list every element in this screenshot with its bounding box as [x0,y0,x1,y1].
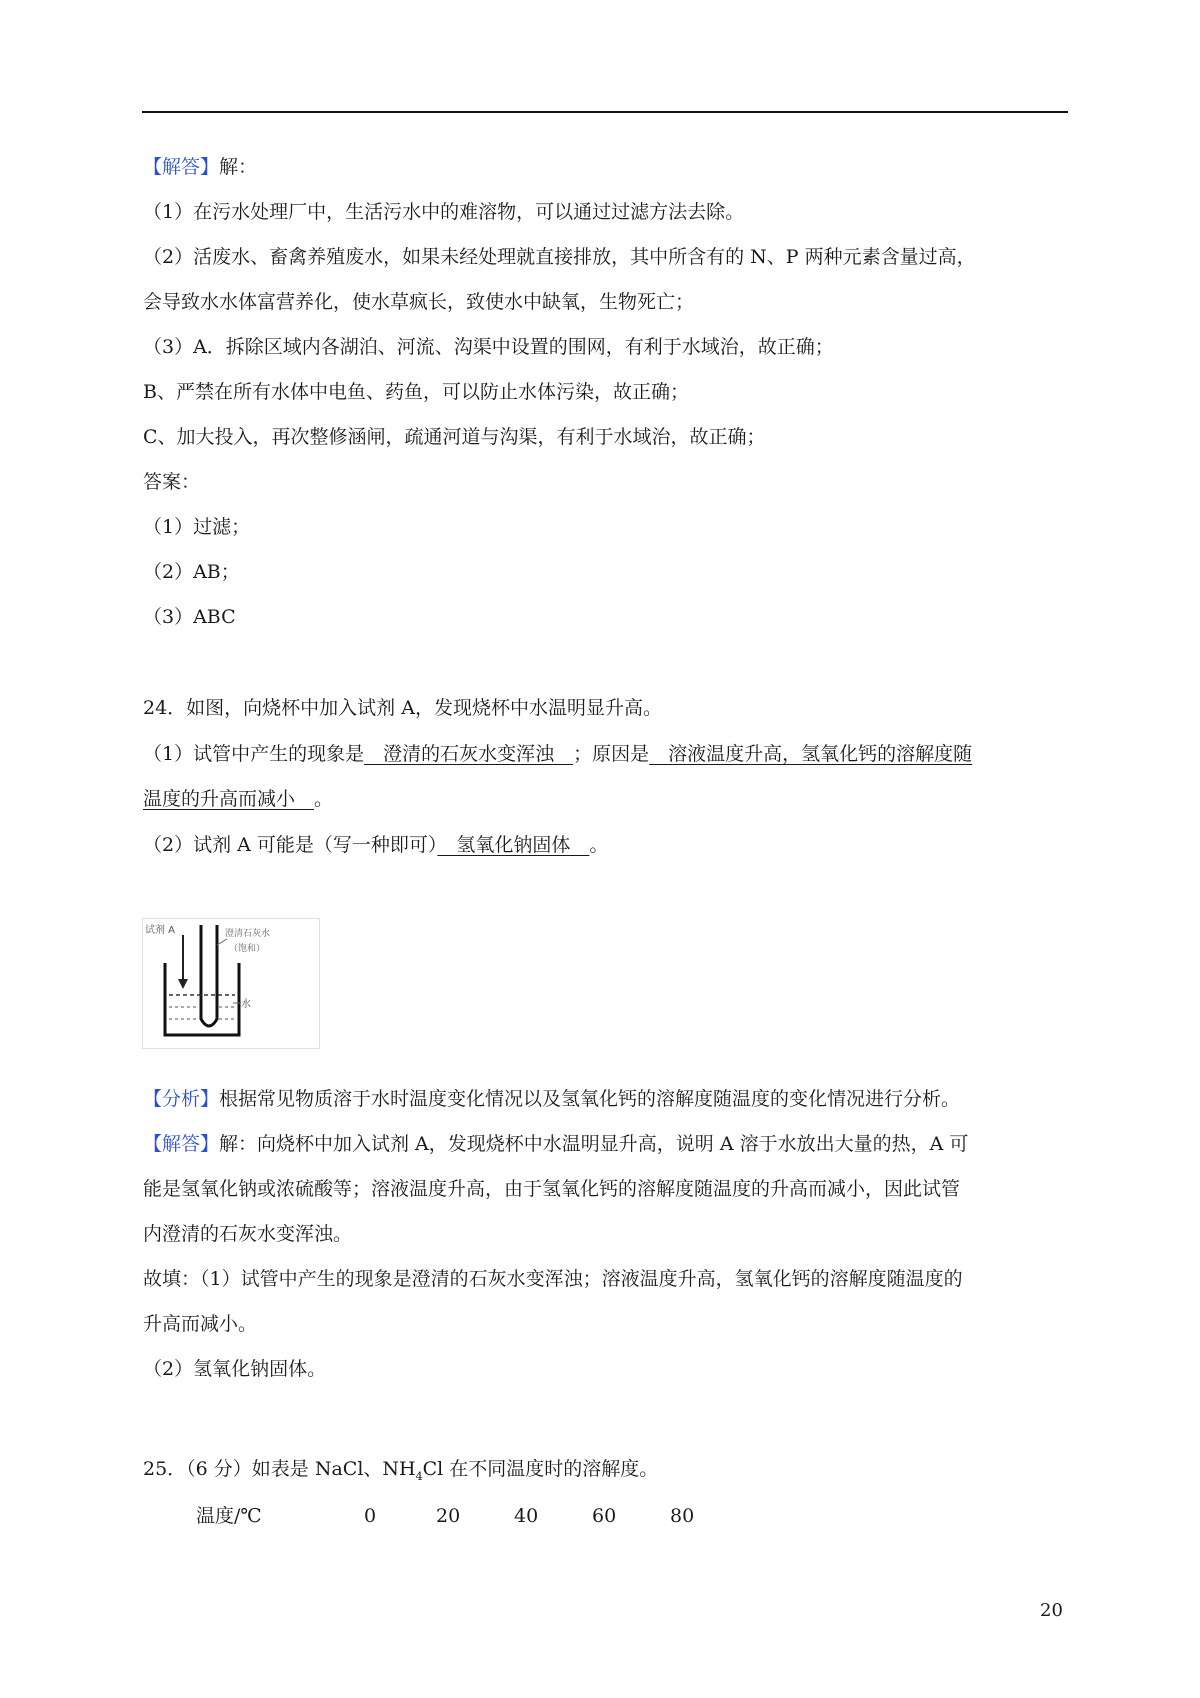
beaker-diagram [143,919,319,1048]
answer-24-line: 能是氢氧化钠或浓硫酸等；溶液温度升高，由于氢氧化钙的溶解度随温度的升高而减小，因此试管 [143,1178,961,1200]
q2-end: 。 [589,834,609,856]
analysis-24 [143,1086,960,1112]
table-header-cell: 温度/℃ [196,1505,262,1527]
answer-24-line [143,1131,968,1157]
reagent-arrow-head [178,979,188,989]
analysis-text: 根据常见物质溶于水时温度变化情况以及氢氧化钙的溶解度随温度的变化情况进行分析。 [219,1088,961,1110]
solution-line: C、加大投入，再次整修涵闸，疏通河道与沟渠，有利于水域治，故正确； [143,426,766,448]
table-header-cell: 0 [364,1505,377,1527]
question-24-part2 [143,832,608,858]
beaker-figure [142,918,320,1049]
question-24-part1 [143,741,972,767]
q1-reason-blank: 溶液温度升高，氢氧化钙的溶解度随 [649,743,973,765]
question-24-part1-cont [143,786,333,812]
table-header-cell: 60 [592,1505,617,1527]
test-tube-outline [201,925,217,1026]
solution-line: 会导致水水体富营养化，使水草疯长，致使水中缺氧，生物死亡； [143,291,695,313]
q1-answer-blank: 澄清的石灰水变浑浊 [364,743,574,765]
figure-label-saturated: （饱和） [229,944,266,954]
q25-stem-suffix: Cl 在不同温度时的溶解度。 [422,1458,659,1480]
q1-mid: ；原因是 [573,743,650,765]
fill-24-line: 故填：（1）试管中产生的现象是澄清的石灰水变浑浊；溶液温度升高，氢氧化钙的溶解度随温度的 [143,1268,963,1290]
answer-item: （3）ABC [143,606,236,628]
q1-reason-blank-cont: 温度的升高而减小 [143,788,315,810]
answer-tag: 【解答】 [143,1133,220,1155]
figure-label-reagent: 试剂 A [145,925,176,936]
page-number: 20 [1040,1600,1063,1621]
header-rule [142,111,1068,113]
solution-header-text: 解： [219,156,258,178]
table-header-cell: 20 [436,1505,461,1527]
figure-label-water: 水 [241,999,251,1010]
q1-end: 。 [314,788,334,810]
solution-header [143,154,257,180]
fill-24-line: 升高而减小。 [143,1313,258,1335]
fill-24-line: （2）氢氧化钠固体。 [143,1358,327,1380]
solution-line: B、严禁在所有水体中电鱼、药鱼，可以防止水体污染，故正确； [143,381,689,403]
solution-line: （1）在污水处理厂中，生活污水中的难溶物，可以通过过滤方法去除。 [143,201,745,223]
solution-line: （2）活废水、畜禽养殖废水，如果未经处理就直接排放，其中所含有的 N、P 两种元素含量过高， [143,246,976,268]
solution-line: （3）A．拆除区域内各湖泊、河流、沟渠中设置的围网，有利于水域治，故正确； [143,336,834,358]
q25-stem-subscript: 4 [415,1469,423,1483]
answer-item: （2）AB； [143,561,240,583]
solution-tag: 【解答】 [143,156,220,178]
question-25-stem [143,1456,658,1490]
answer-text: 解：向烧杯中加入试剂 A，发现烧杯中水温明显升高，说明 A 溶于水放出大量的热，A 可 [219,1133,969,1155]
question-24-stem: 24．如图，向烧杯中加入试剂 A，发现烧杯中水温明显升高。 [143,697,662,719]
table-header-cell: 40 [514,1505,539,1527]
analysis-tag: 【分析】 [143,1088,220,1110]
q2-answer-blank: 氢氧化钠固体 [437,834,590,856]
answer-heading: 答案： [143,471,201,493]
answer-item: （1）过滤； [143,516,251,538]
answer-24-line: 内澄清的石灰水变浑浊。 [143,1223,353,1245]
figure-label-limewater: 澄清石灰水 [225,929,271,939]
q2-prefix: （2）试剂 A 可能是（写一种即可） [143,834,438,856]
q25-stem-prefix: 25．（6 分）如表是 NaCl、NH [143,1458,416,1480]
q1-prefix: （1）试管中产生的现象是 [143,743,365,765]
table-header-cell: 80 [670,1505,695,1527]
